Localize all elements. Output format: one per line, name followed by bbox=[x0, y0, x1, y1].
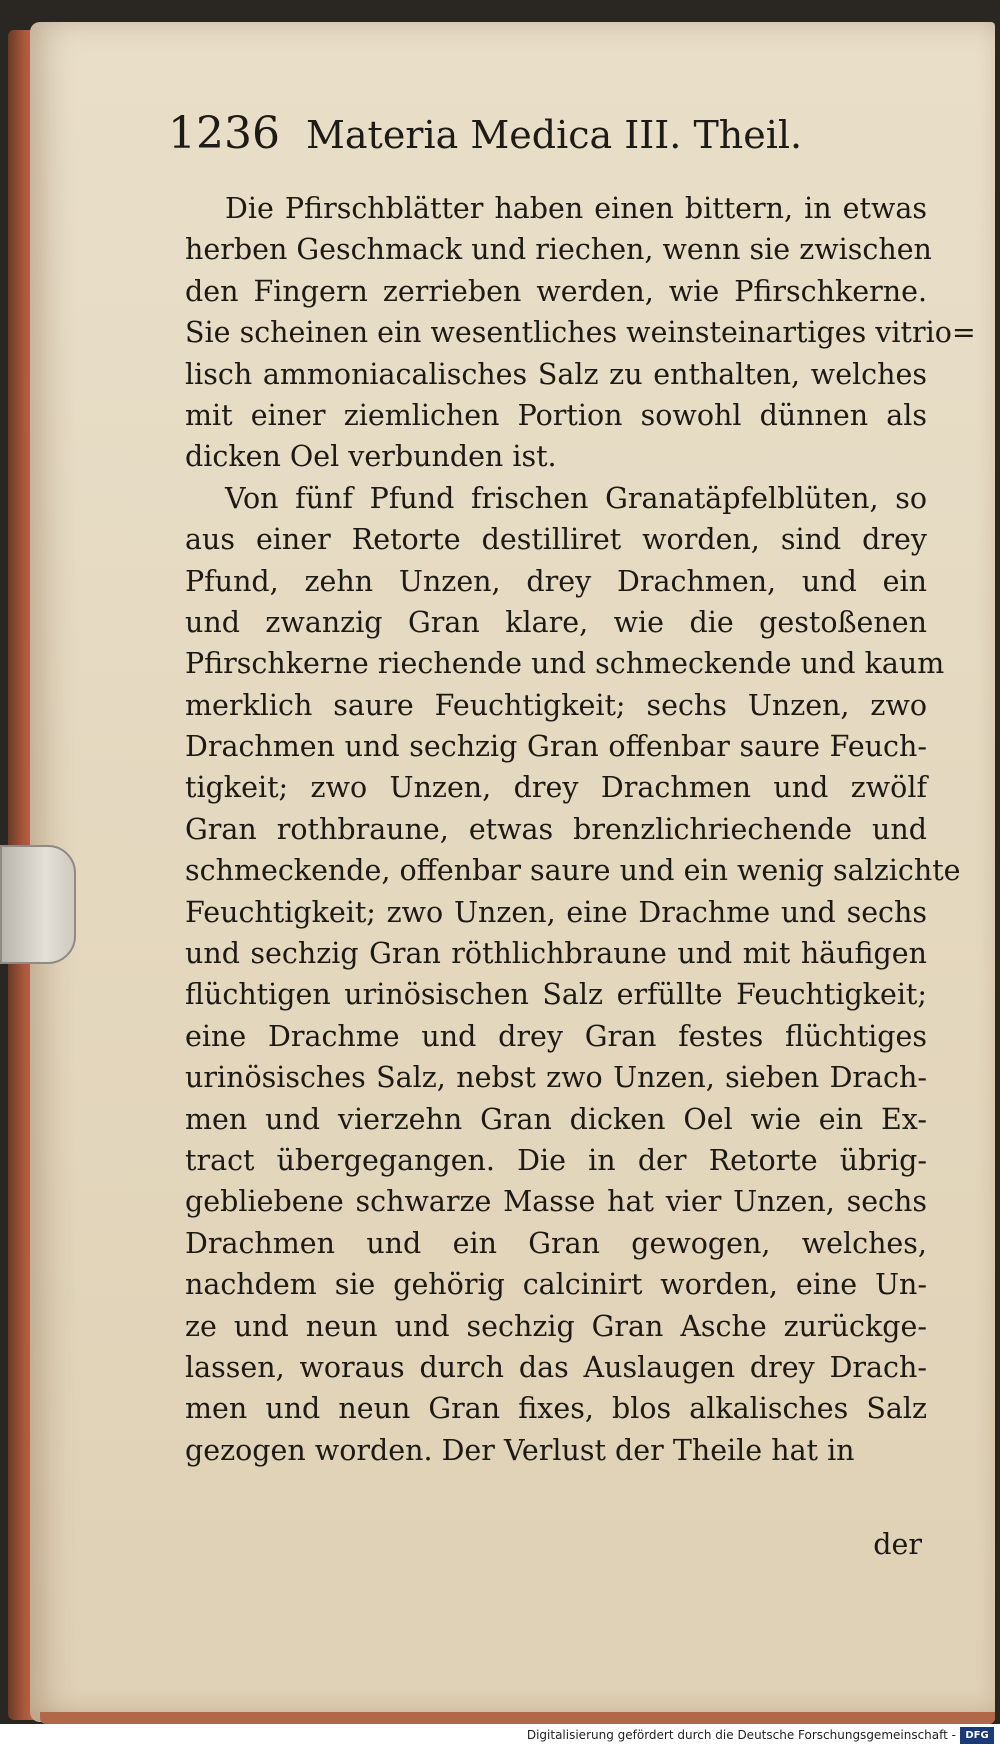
text-line: Von fünf Pfund frischen Granatäpfelblüten, so bbox=[225, 481, 927, 515]
text-line: lisch ammoniacalisches Salz zu enthalten, welches bbox=[185, 357, 927, 391]
body-text bbox=[185, 188, 976, 1471]
text-line: dicken Oel verbunden ist. bbox=[185, 440, 557, 474]
text-line: tract übergegangen. Die in der Retorte übrig- bbox=[185, 1143, 927, 1177]
text-line: und zwanzig Gran klare, wie die gestoßenen bbox=[185, 605, 927, 639]
text-line: Drachmen und ein Gran gewogen, welches, bbox=[185, 1226, 927, 1260]
page-header bbox=[168, 108, 928, 159]
text-line: aus einer Retorte destilliret worden, sind drey bbox=[185, 523, 927, 557]
text-line: men und neun Gran fixes, blos alkalisches Salz bbox=[185, 1392, 927, 1426]
footer-credit: Digitalisierung gefördert durch die Deutsche Forschungsgemeinschaft - bbox=[526, 1728, 956, 1742]
text-line: gezogen worden. Der Verlust der Theile hat in bbox=[185, 1433, 855, 1467]
text-line: herben Geschmack und riechen, wenn sie zwischen bbox=[185, 233, 932, 267]
catchword: der bbox=[873, 1528, 922, 1561]
text-line: ze und neun und sechzig Gran Asche zurückge- bbox=[185, 1309, 927, 1343]
text-line: men und vierzehn Gran dicken Oel wie ein Ex- bbox=[185, 1102, 927, 1136]
text-line: Die Pfirschblätter haben einen bittern, in etwas bbox=[225, 192, 927, 225]
text-line: lassen, woraus durch das Auslaugen drey Drach- bbox=[185, 1350, 927, 1384]
text-line: den Fingern zerrieben werden, wie Pfirschkerne. bbox=[185, 274, 927, 308]
running-title: Materia Medica III. Theil. bbox=[305, 113, 803, 157]
text-line: Feuchtigkeit; zwo Unzen, eine Drachme und sechs bbox=[185, 895, 927, 929]
book-bottom-edge bbox=[40, 1712, 995, 1724]
text-line: mit einer ziemlichen Portion sowohl dünnen als bbox=[185, 398, 927, 432]
text-line: und sechzig Gran röthlichbraune und mit häufigen bbox=[185, 937, 927, 971]
page-number: 1236 bbox=[168, 108, 280, 159]
footer-bar bbox=[0, 1724, 1000, 1749]
text-line: flüchtigen urinösischen Salz erfüllte Feuchtigkeit; bbox=[185, 978, 927, 1012]
text-line: schmeckende, offenbar saure und ein wenig salzichte bbox=[185, 854, 961, 888]
text-line: merklich saure Feuchtigkeit; sechs Unzen, zwo bbox=[185, 688, 927, 722]
text-line: nachdem sie gehörig calcinirt worden, eine Un- bbox=[185, 1268, 927, 1302]
text-line: tigkeit; zwo Unzen, drey Drachmen und zwölf bbox=[185, 771, 927, 805]
text-line: urinösisches Salz, nebst zwo Unzen, sieben Drach- bbox=[185, 1061, 927, 1095]
text-line: Drachmen und sechzig Gran offenbar saure Feuch- bbox=[185, 730, 927, 764]
text-line: gebliebene schwarze Masse hat vier Unzen, sechs bbox=[185, 1185, 927, 1219]
text-line: Sie scheinen ein wesentliches weinsteinartiges vitrio= bbox=[185, 316, 976, 350]
text-line: Pfirschkerne riechende und schmeckende und kaum bbox=[185, 647, 945, 681]
text-line: eine Drachme und drey Gran festes flüchtiges bbox=[185, 1019, 927, 1053]
text-line: Gran rothbraune, etwas brenzlichriechende und bbox=[185, 812, 927, 846]
dfg-logo: DFG bbox=[960, 1727, 994, 1744]
page-clip bbox=[0, 845, 76, 964]
text-line: Pfund, zehn Unzen, drey Drachmen, und ein bbox=[185, 564, 927, 598]
